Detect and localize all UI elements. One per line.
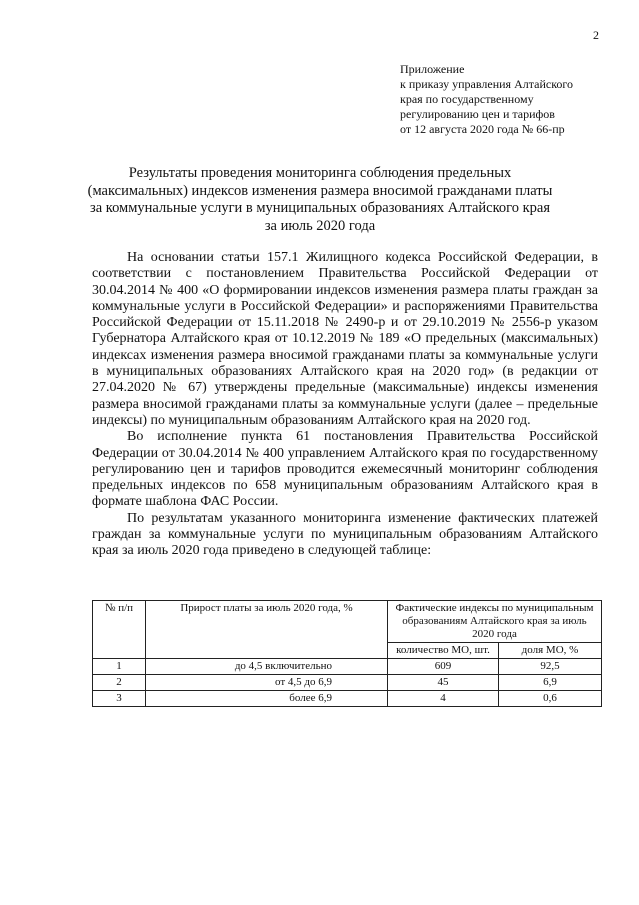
- title-line: Результаты проведения мониторинга соблюдения предельных: [128, 165, 512, 181]
- header-growth: Прирост платы за июль 2020 года, %: [146, 601, 388, 659]
- results-table: [92, 600, 602, 707]
- table-row: [93, 691, 602, 707]
- body-paragraph: По результатам указанного мониторинга изменение фактических платежей граждан за коммунальные услуги по муниципальным образованиям Алтайского края за июль 2020 года приведено в следующей таблице:: [92, 510, 598, 559]
- appendix-line: регулированию цен и тарифов: [400, 107, 555, 121]
- body-paragraph: Во исполнение пункта 61 постановления Правительства Российской Федерации от 30.04.2014 № 400 управлением Алтайского края по государственному регулированию цен и тарифов проводится ежемесячный мониторинг соблюдения предельных индексов по 658 муниципальным образованиям Алтайского края в формате шаблона ФАС России.: [92, 429, 598, 510]
- title-line: (максимальных) индексов изменения размера вносимой гражданами платы: [87, 182, 553, 199]
- cell-share: 92,5: [499, 659, 602, 675]
- table-row: [93, 675, 602, 691]
- cell-num: 2: [93, 675, 146, 691]
- appendix-line: Приложение: [400, 62, 465, 76]
- cell-count: 45: [388, 675, 499, 691]
- cell-growth: до 4,5 включительно: [146, 659, 388, 675]
- cell-count: 4: [388, 691, 499, 707]
- appendix-block: [400, 62, 615, 137]
- appendix-line: края по государственному: [400, 92, 534, 106]
- document-body: [92, 250, 598, 560]
- cell-num: 1: [93, 659, 146, 675]
- table-row: [93, 659, 602, 675]
- header-share: доля МО, %: [499, 643, 602, 659]
- title-line: за июль 2020 года: [264, 217, 376, 234]
- page-number: 2: [593, 28, 599, 42]
- appendix-line: к приказу управления Алтайского: [400, 77, 574, 91]
- header-num: № п/п: [93, 601, 146, 659]
- cell-growth: более 6,9: [146, 691, 388, 707]
- document-title: [80, 165, 560, 235]
- header-indices: Фактические индексы по муниципальным образованиям Алтайского края за июль 2020 года: [388, 601, 602, 643]
- title-line: за коммунальные услуги в муниципальных образованиях Алтайского края: [89, 200, 551, 216]
- cell-num: 3: [93, 691, 146, 707]
- cell-share: 0,6: [499, 691, 602, 707]
- header-count: количество МО, шт.: [388, 643, 499, 659]
- appendix-line: от 12 августа 2020 года № 66-пр: [400, 122, 565, 136]
- body-paragraph: На основании статьи 157.1 Жилищного кодекса Российской Федерации, в соответствии с постановлением Правительства Российской Федерации от 30.04.2014 № 400 «О формировании индексов изменения размера платы граждан за коммунальные услуги в Российской Федерации» и распоряжениями Правительства Российской Федерации от 15.11.2018 № 2490-р и от 29.10.2019 № 2556-р указом Губернатора Алтайского края от 10.12.2019 № 189 «О предельных (максимальных) индексах изменения размера вносимой гражданами платы за коммунальные услуги в муниципальных образованиях Алтайского края на 2020 год» (в редакции от 27.04.2020 № 67) утверждены предельные (максимальные) индексы изменения размера вносимой гражданами платы за коммунальные услуги (далее – предельные индексы) по муниципальным образованиям Алтайского края на 2020 год.: [92, 250, 598, 428]
- cell-growth: от 4,5 до 6,9: [146, 675, 388, 691]
- cell-share: 6,9: [499, 675, 602, 691]
- cell-count: 609: [388, 659, 499, 675]
